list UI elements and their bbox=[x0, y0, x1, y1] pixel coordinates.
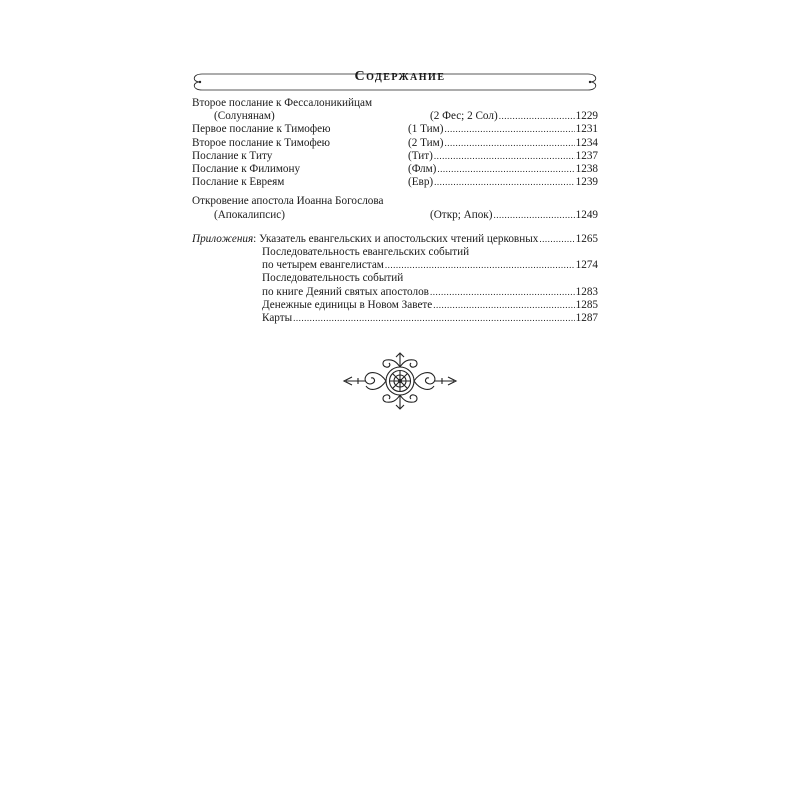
appendix-item-title: Последовательность евангельских событий bbox=[262, 246, 470, 259]
appendix-entry bbox=[192, 246, 598, 272]
appendix-item-title: Указатель евангельских и апостольских чтений церковных bbox=[259, 232, 539, 245]
toc-entry-abbr: (Флм) bbox=[408, 163, 437, 176]
toc-page-number: 1238 bbox=[575, 163, 598, 176]
toc-page-number: 1274 bbox=[575, 259, 598, 272]
appendix-item-title: Денежные единицы в Новом Завете bbox=[262, 298, 433, 311]
toc-page-number: 1283 bbox=[575, 285, 598, 298]
appendix-entry bbox=[192, 272, 598, 298]
toc-page-number: 1265 bbox=[575, 232, 598, 245]
appendix-label: Приложения bbox=[192, 232, 254, 245]
toc-page-number: 1234 bbox=[575, 136, 598, 149]
toc-entry bbox=[192, 176, 598, 189]
toc-entry-abbr: (2 Тим) bbox=[408, 136, 444, 149]
appendix-entry bbox=[192, 299, 598, 312]
toc-entry-title: Первое послание к Тимофею bbox=[192, 123, 331, 136]
appendix-entry bbox=[192, 312, 598, 325]
toc-page-number: 1285 bbox=[575, 298, 598, 311]
toc-entry-title: Послание к Филимону bbox=[192, 163, 301, 176]
toc-entry bbox=[192, 97, 598, 123]
toc-entry-title: Второе послание к Фессалоникийцам bbox=[192, 97, 373, 109]
toc-entry-abbr: (2 Фес; 2 Сол) bbox=[430, 110, 498, 123]
toc-entry bbox=[192, 195, 598, 221]
leader-dots bbox=[493, 209, 574, 222]
leader-dots bbox=[434, 150, 575, 163]
toc-entry bbox=[192, 163, 598, 176]
page-title: Содержание bbox=[354, 69, 446, 84]
toc-entry bbox=[192, 137, 598, 150]
toc-entry bbox=[192, 150, 598, 163]
toc-page-number: 1237 bbox=[575, 149, 598, 162]
toc-page-number: 1239 bbox=[575, 176, 598, 189]
appendix-item-title: Последовательность событий bbox=[262, 272, 404, 285]
toc-entry-abbr: (Евр) bbox=[408, 176, 434, 189]
toc-page-number: 1287 bbox=[575, 312, 598, 325]
appendix-item-title: Карты bbox=[262, 312, 293, 325]
appendix-entry: Приложения: Указатель евангельских и апостольских чтений церковных ..... 1265 bbox=[192, 233, 598, 246]
appendix-item-title-cont: по четырем евангелистам bbox=[262, 259, 384, 272]
toc-entry-title: Второе послание к Тимофею bbox=[192, 136, 331, 149]
toc-page-number: 1249 bbox=[575, 208, 598, 221]
toc-entry-title: Послание к Титу bbox=[192, 149, 273, 162]
leader-dots bbox=[437, 163, 574, 176]
leader-dots bbox=[444, 123, 574, 136]
floral-ornament-icon bbox=[336, 348, 464, 414]
leader-dots bbox=[433, 299, 574, 312]
leader-dots bbox=[385, 259, 575, 272]
appendix-item-title-cont: по книге Деяний святых апостолов bbox=[262, 285, 429, 298]
leader-dots bbox=[293, 312, 574, 325]
leader-dots bbox=[499, 110, 575, 123]
toc-page-number: 1229 bbox=[575, 110, 598, 123]
toc-entry-title-cont: (Солунянам) bbox=[214, 110, 275, 123]
leader-dots bbox=[434, 176, 574, 189]
toc-entry-title: Послание к Евреям bbox=[192, 176, 285, 189]
toc-entry-abbr: (Откр; Апок) bbox=[430, 208, 493, 221]
leader-dots bbox=[539, 233, 574, 246]
toc-entry-title-cont: (Апокалипсис) bbox=[214, 208, 285, 221]
toc-entry-abbr: (1 Тим) bbox=[408, 123, 444, 136]
leader-dots bbox=[430, 286, 575, 299]
toc-entry-title: Откровение апостола Иоанна Богослова bbox=[192, 195, 384, 208]
toc-page-number: 1231 bbox=[575, 123, 598, 136]
leader-dots bbox=[444, 137, 574, 150]
table-of-contents bbox=[192, 97, 598, 325]
toc-entry-abbr: (Тит) bbox=[408, 149, 433, 162]
toc-entry bbox=[192, 123, 598, 136]
